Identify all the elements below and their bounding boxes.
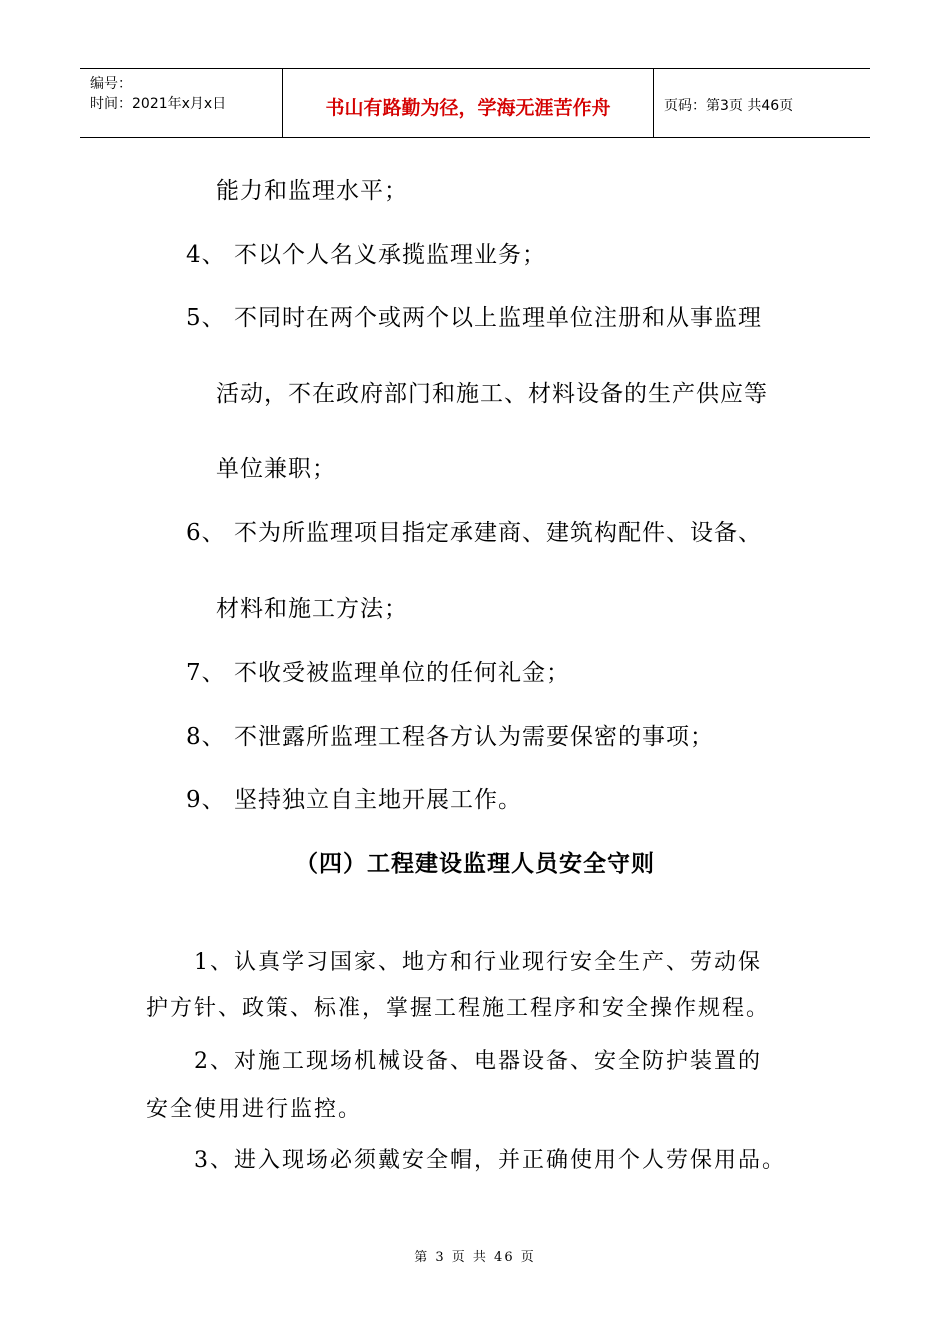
safety-rule-2-continued: 安全使用进行监控。 xyxy=(146,1097,363,1122)
header-page-info: 页码：第3页 共46页 xyxy=(664,98,794,114)
header-motto-cell xyxy=(283,69,654,137)
safety-rule-1-continued: 护方针、政策、标准，掌握工程施工程序和安全操作规程。 xyxy=(146,996,771,1021)
document-number-label: 编号： xyxy=(90,76,132,92)
header-meta-cell xyxy=(80,69,283,137)
list-item-8: 8、 不泄露所监理工程各方认为需要保密的事项； xyxy=(186,724,714,750)
safety-rule-1: 1、认真学习国家、地方和行业现行安全生产、劳动保 xyxy=(194,950,762,975)
section-title: （四）工程建设监理人员安全守则 xyxy=(295,851,655,877)
page-footer: 第 3 页 共 46 页 xyxy=(414,1250,536,1265)
list-item-4: 4、 不以个人名义承揽监理业务； xyxy=(186,242,546,268)
safety-rule-3: 3、进入现场必须戴安全帽，并正确使用个人劳保用品。 xyxy=(194,1148,786,1173)
body-line: 能力和监理水平； xyxy=(216,178,408,204)
list-item-7: 7、 不收受被监理单位的任何礼金； xyxy=(186,660,570,686)
document-date-label: 时间：2021年x月x日 xyxy=(90,96,227,112)
header-motto: 书山有路勤为径，学海无涯苦作舟 xyxy=(325,97,611,119)
list-item-6-continued: 材料和施工方法； xyxy=(216,596,408,622)
list-item-5-continued: 活动，不在政府部门和施工、材料设备的生产供应等 xyxy=(216,381,768,407)
list-item-9: 9、 坚持独立自主地开展工作。 xyxy=(186,787,522,813)
list-item-6: 6、 不为所监理项目指定承建商、建筑构配件、设备、 xyxy=(186,520,762,546)
list-item-5-continued: 单位兼职； xyxy=(216,456,336,482)
list-item-5: 5、 不同时在两个或两个以上监理单位注册和从事监理 xyxy=(186,305,762,331)
header-page-cell xyxy=(654,69,870,137)
page-header xyxy=(80,68,870,138)
safety-rule-2: 2、对施工现场机械设备、电器设备、安全防护装置的 xyxy=(194,1049,762,1074)
